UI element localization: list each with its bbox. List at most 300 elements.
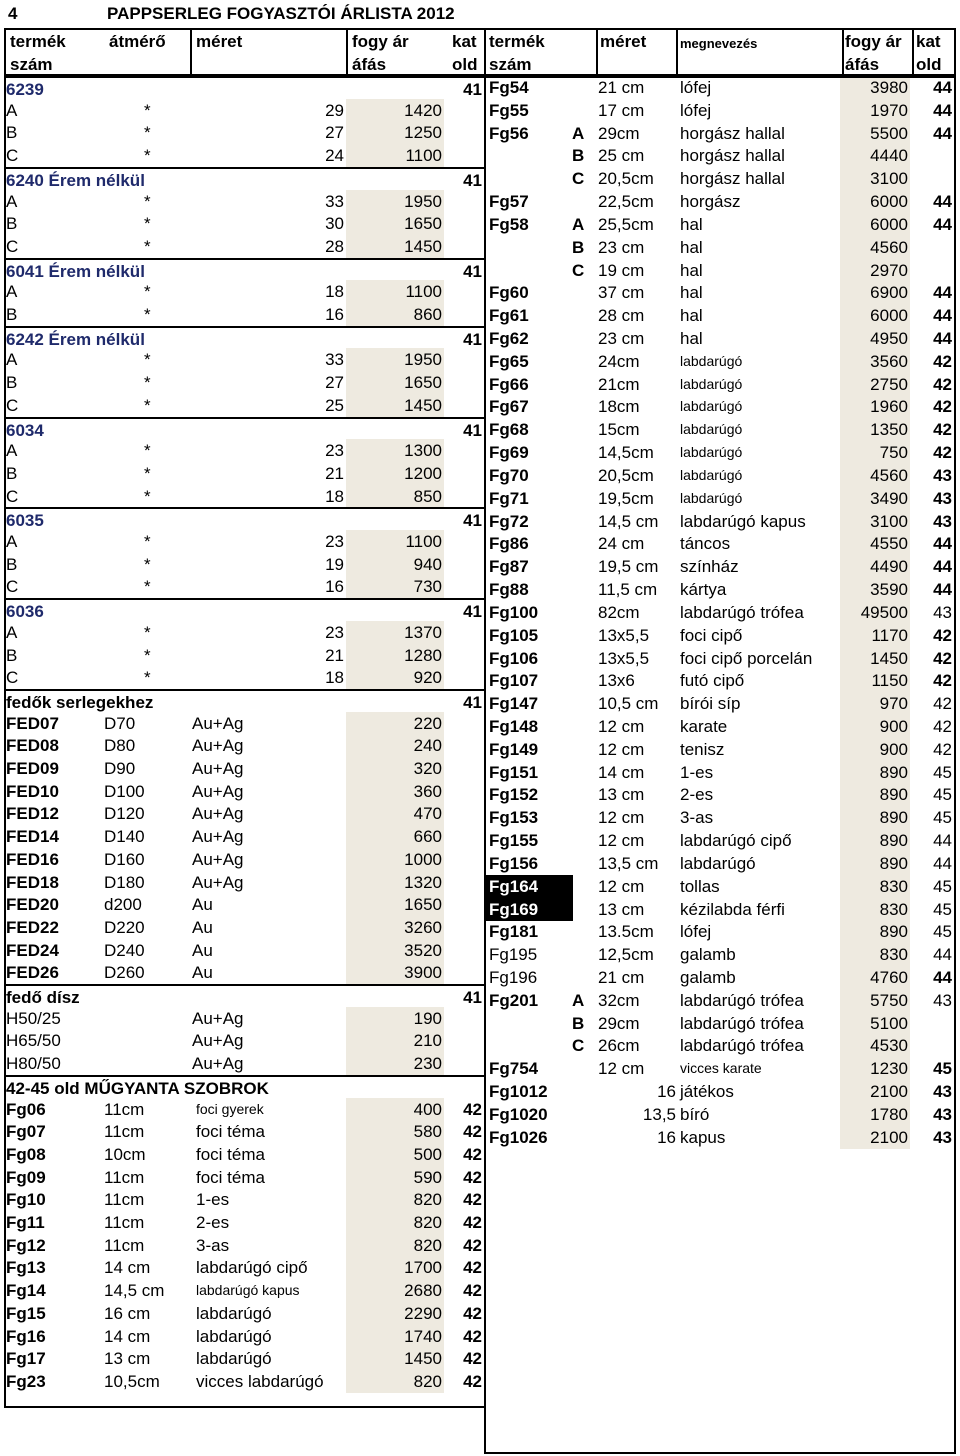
- size-value: 13.5cm: [598, 922, 654, 942]
- product-code: Fg148: [489, 716, 539, 736]
- product-code: FED16: [6, 849, 59, 869]
- price-value: 3100: [840, 510, 910, 533]
- item-name: hal: [680, 283, 703, 303]
- catalog-page: 41: [463, 988, 482, 1007]
- size-value: Au+Ag: [192, 849, 244, 869]
- catalog-page: 42: [463, 1099, 482, 1119]
- diameter-value: 11cm: [104, 1213, 145, 1232]
- header-product-no: termék: [489, 32, 545, 51]
- price-value: 3490: [840, 487, 910, 510]
- price-value: 49500: [840, 601, 910, 624]
- catalog-page: 44: [933, 831, 952, 851]
- catalog-page: 42: [463, 1190, 482, 1210]
- product-code: Fg08: [6, 1144, 46, 1164]
- product-code: Fg87: [489, 557, 529, 577]
- product-code: Fg13: [6, 1258, 46, 1278]
- catalog-page: 44: [933, 329, 952, 349]
- header-divider: [346, 28, 348, 76]
- catalog-page: 42: [933, 420, 952, 440]
- size-value: Au+Ag: [192, 1031, 244, 1051]
- size-value: 12 cm: [598, 1059, 645, 1079]
- product-code: A: [6, 622, 18, 642]
- price-value: 190: [346, 1007, 444, 1030]
- variant-letter: B: [572, 1013, 585, 1033]
- price-value: 850: [346, 485, 444, 508]
- price-value: 1970: [840, 99, 910, 122]
- price-value: 2970: [840, 259, 910, 282]
- size-value: labdarúgó: [196, 1349, 272, 1369]
- size-value: foci téma: [196, 1122, 265, 1142]
- catalog-page: 43: [933, 602, 952, 622]
- price-value: 210: [346, 1029, 444, 1052]
- product-code: Fg88: [489, 580, 529, 600]
- diameter-value: *: [144, 123, 151, 143]
- variant-letter: B: [572, 146, 585, 166]
- catalog-page: 44: [933, 853, 952, 873]
- diameter-value: *: [144, 305, 151, 324]
- item-name: kártya: [680, 580, 727, 600]
- product-code: Fg65: [489, 351, 529, 371]
- item-name: labdarúgó: [680, 398, 743, 415]
- size-value: 12 cm: [598, 876, 645, 896]
- product-code: C: [6, 668, 19, 688]
- price-value: 970: [840, 692, 910, 715]
- variant-letter: C: [572, 169, 585, 189]
- price-value: 3560: [840, 350, 910, 373]
- item-name: horgász hallal: [680, 123, 785, 143]
- item-name: hal: [680, 214, 703, 234]
- catalog-page: 45: [933, 876, 952, 896]
- price-value: 240: [346, 734, 444, 757]
- header-product-no-2: szám: [489, 55, 532, 74]
- diameter-value: D240: [104, 940, 145, 960]
- size-value: 16: [325, 577, 344, 597]
- catalog-page: 41: [463, 511, 482, 531]
- size-value: Au: [192, 895, 213, 915]
- price-value: 4490: [840, 555, 910, 578]
- product-code: Fg71: [489, 488, 529, 508]
- size-value: 12 cm: [598, 808, 645, 828]
- variant-letter: C: [572, 1036, 585, 1056]
- product-code: Fg156: [489, 853, 539, 873]
- diameter-value: *: [144, 554, 151, 574]
- catalog-page: 45: [933, 1059, 952, 1079]
- product-code: C: [6, 395, 19, 415]
- size-value: 23: [325, 532, 344, 551]
- price-value: 1170: [840, 624, 910, 647]
- diameter-value: *: [144, 532, 151, 551]
- item-name: kapus: [680, 1127, 726, 1147]
- price-value: 1740: [346, 1325, 444, 1348]
- catalog-page: 43: [933, 1127, 952, 1147]
- size-value: Au+Ag: [192, 759, 244, 778]
- section-title: 42-45 old MŰGYANTA SZOBROK: [6, 1078, 269, 1098]
- header-price-2: áfás: [352, 55, 387, 74]
- size-value: 12 cm: [598, 716, 645, 736]
- size-value: 26cm: [598, 1036, 640, 1056]
- product-code: Fg55: [489, 100, 529, 120]
- page-number: 4: [8, 4, 18, 23]
- item-name: hal: [680, 306, 703, 326]
- product-code: FED08: [6, 736, 59, 756]
- price-value: 1450: [346, 235, 444, 258]
- catalog-page: 41: [463, 420, 482, 440]
- price-value: 6900: [840, 281, 910, 304]
- size-value: 30: [325, 214, 344, 234]
- size-value: 24 cm: [598, 534, 645, 554]
- price-value: 820: [346, 1211, 444, 1234]
- catalog-page: 44: [933, 100, 952, 120]
- diameter-value: D80: [104, 736, 136, 756]
- item-name: labdarúgó: [680, 489, 743, 506]
- product-code: Fg12: [6, 1235, 46, 1255]
- product-code: Fg1026: [489, 1127, 548, 1147]
- header-price: fogy ár: [352, 32, 409, 51]
- price-value: 1200: [346, 462, 444, 485]
- item-name: tollas: [680, 876, 720, 896]
- header-diameter: átmérő: [109, 32, 166, 51]
- price-value: 2680: [346, 1279, 444, 1302]
- product-code: FED18: [6, 872, 59, 892]
- product-code: Fg62: [489, 329, 529, 349]
- product-code: C: [6, 486, 19, 506]
- size-value: 25: [325, 395, 344, 415]
- diameter-value: *: [144, 441, 151, 461]
- price-value: 920: [346, 666, 444, 689]
- product-code: Fg68: [489, 420, 529, 440]
- item-name: táncos: [680, 534, 731, 554]
- size-value: vicces labdarúgó: [196, 1371, 324, 1391]
- price-value: 3980: [840, 76, 910, 99]
- catalog-page: 44: [933, 306, 952, 326]
- size-value: 21 cm: [598, 78, 645, 97]
- product-code: H65/50: [6, 1031, 61, 1051]
- size-value: Au+Ag: [192, 1008, 244, 1028]
- size-value: 3-as: [196, 1235, 230, 1255]
- price-value: 500: [346, 1143, 444, 1166]
- price-value: 890: [840, 920, 910, 943]
- price-value: 1420: [346, 99, 444, 122]
- product-code: Fg16: [6, 1326, 46, 1346]
- left-table-header: [4, 28, 486, 76]
- item-name: hal: [680, 329, 703, 349]
- price-value: 820: [346, 1234, 444, 1257]
- item-name: színház: [680, 557, 739, 577]
- header-size: méret: [600, 32, 647, 51]
- catalog-page: 42: [463, 1122, 482, 1142]
- diameter-value: 11cm: [104, 1235, 145, 1255]
- diameter-value: *: [144, 395, 151, 415]
- product-code: FED14: [6, 827, 59, 847]
- item-name: foci cipő: [680, 625, 743, 645]
- size-value: 24cm: [598, 351, 640, 371]
- price-value: 1100: [346, 530, 444, 553]
- product-code: Fg152: [489, 785, 539, 805]
- product-code: Fg195: [489, 945, 538, 965]
- size-value: 14,5cm: [598, 443, 654, 463]
- price-value: 360: [346, 780, 444, 803]
- product-code: Fg147: [489, 694, 539, 714]
- diameter-value: 14,5 cm: [104, 1281, 165, 1301]
- product-code: A: [6, 532, 18, 551]
- size-value: 1-es: [196, 1190, 230, 1210]
- size-value: 13 cm: [598, 785, 645, 805]
- product-code: B: [6, 463, 18, 483]
- header-catalog: kat: [452, 32, 477, 51]
- size-value: 23 cm: [598, 237, 645, 257]
- catalog-page: 42: [463, 1349, 482, 1369]
- header-divider: [912, 28, 914, 76]
- diameter-value: 14 cm: [104, 1326, 151, 1346]
- product-code: Fg06: [6, 1099, 46, 1119]
- price-value: 820: [346, 1188, 444, 1211]
- price-value: 1250: [346, 121, 444, 144]
- price-value: 1300: [346, 439, 444, 462]
- price-value: 1100: [346, 280, 444, 303]
- section-title: 6242 Érem nélkül: [6, 329, 145, 349]
- price-value: 1000: [346, 848, 444, 871]
- item-name: játékos: [680, 1082, 734, 1102]
- item-name: hal: [680, 237, 703, 257]
- catalog-page: 42: [463, 1303, 482, 1323]
- product-code: Fg181: [489, 922, 539, 942]
- price-value: 590: [346, 1166, 444, 1189]
- catalog-page: 42: [933, 716, 952, 736]
- catalog-page: 42: [463, 1235, 482, 1255]
- price-value: 830: [840, 898, 910, 921]
- product-code: A: [6, 100, 18, 120]
- size-value: Au: [192, 917, 213, 937]
- diameter-value: *: [144, 282, 151, 302]
- diameter-value: 14 cm: [104, 1258, 151, 1278]
- product-code: A: [6, 441, 18, 461]
- size-value: 14,5 cm: [598, 511, 659, 531]
- item-name: labdarúgó: [680, 352, 743, 369]
- product-code: Fg69: [489, 443, 529, 463]
- header-divider: [676, 28, 678, 76]
- diameter-value: D140: [104, 827, 145, 847]
- catalog-page: 42: [463, 1144, 482, 1164]
- price-value: 1950: [346, 190, 444, 213]
- size-value: 23 cm: [598, 329, 645, 349]
- price-value: 3100: [840, 167, 910, 190]
- catalog-page: 44: [933, 945, 952, 965]
- item-name: tenisz: [680, 739, 725, 759]
- size-value: 2-es: [196, 1213, 230, 1232]
- header-divider: [190, 28, 192, 76]
- catalog-page: 44: [933, 534, 952, 554]
- price-value: 1650: [346, 212, 444, 235]
- header-name: megnevezés: [680, 36, 758, 51]
- item-name: 1-es: [680, 762, 714, 782]
- size-value: 18cm: [598, 397, 640, 417]
- catalog-page: 41: [463, 692, 482, 712]
- product-code: Fg07: [6, 1122, 46, 1142]
- price-value: 2290: [346, 1302, 444, 1325]
- product-code: Fg60: [489, 283, 529, 303]
- size-value: 25,5cm: [598, 214, 654, 234]
- price-value: 890: [840, 852, 910, 875]
- item-name: bírói síp: [680, 694, 741, 714]
- diameter-value: D180: [104, 872, 145, 892]
- product-code: H50/25: [6, 1008, 61, 1028]
- size-value: 18: [325, 486, 344, 506]
- size-value: 28: [325, 236, 344, 256]
- item-name: labdarúgó: [680, 853, 756, 873]
- product-code: Fg201: [489, 990, 539, 1010]
- diameter-value: 16 cm: [104, 1303, 151, 1323]
- section-title: 6035: [6, 511, 44, 531]
- size-value: 20,5cm: [598, 169, 654, 189]
- header-size: méret: [196, 32, 243, 51]
- size-value: labdarúgó: [196, 1326, 272, 1346]
- price-value: 2100: [840, 1126, 910, 1149]
- diameter-value: 11cm: [104, 1190, 145, 1210]
- product-code: Fg17: [6, 1349, 46, 1369]
- price-value: 1370: [346, 621, 444, 644]
- product-code: Fg56: [489, 123, 529, 143]
- catalog-page: 45: [933, 762, 952, 782]
- catalog-page: 44: [933, 283, 952, 303]
- catalog-page: 41: [463, 261, 482, 281]
- size-value: labdarúgó: [196, 1303, 272, 1323]
- size-value: 21: [325, 463, 344, 483]
- product-code: Fg105: [489, 625, 539, 645]
- size-value: 16: [325, 305, 344, 324]
- item-name: labdarúgó cipő: [680, 831, 792, 851]
- catalog-page: 42: [933, 397, 952, 417]
- size-value: 16: [657, 1127, 676, 1147]
- product-code: B: [6, 123, 18, 143]
- price-value: 900: [840, 715, 910, 738]
- price-value: 3900: [346, 961, 444, 984]
- catalog-page: 42: [463, 1258, 482, 1278]
- catalog-page: 44: [933, 214, 952, 234]
- product-code: Fg151: [489, 762, 539, 782]
- price-value: 4530: [840, 1034, 910, 1057]
- catalog-page: 42: [933, 648, 952, 668]
- size-value: 13x5,5: [598, 625, 650, 645]
- product-code: Fg86: [489, 534, 529, 554]
- catalog-page: 42: [933, 625, 952, 645]
- product-code: Fg196: [489, 967, 538, 987]
- product-code: Fg72: [489, 511, 529, 531]
- price-value: 580: [346, 1120, 444, 1143]
- section-title: 6034: [6, 420, 44, 440]
- size-value: 12,5cm: [598, 945, 654, 965]
- product-code: Fg61: [489, 306, 529, 326]
- size-value: 19 cm: [598, 260, 645, 280]
- price-value: 470: [346, 802, 444, 825]
- size-value: foci gyerek: [196, 1100, 264, 1117]
- catalog-page: 42: [933, 694, 952, 714]
- size-value: 24: [325, 146, 344, 166]
- catalog-page: 42: [463, 1167, 482, 1187]
- section-title: fedők serlegekhez: [6, 692, 154, 712]
- catalog-page: 42: [463, 1326, 482, 1346]
- size-value: 28 cm: [598, 306, 645, 326]
- catalog-page: 45: [933, 899, 952, 919]
- size-value: 14 cm: [598, 762, 645, 782]
- size-value: 13x6: [598, 671, 635, 691]
- price-value: 830: [840, 943, 910, 966]
- item-name: futó cipő: [680, 671, 745, 691]
- catalog-page: 45: [933, 785, 952, 805]
- diameter-value: 13 cm: [104, 1349, 151, 1369]
- price-value: 1450: [346, 394, 444, 417]
- size-value: 11,5 cm: [598, 580, 658, 600]
- size-value: 20,5cm: [598, 465, 654, 485]
- item-name: labdarúgó: [680, 466, 743, 483]
- product-code: H80/50: [6, 1054, 61, 1074]
- price-value: 1320: [346, 871, 444, 894]
- size-value: 37 cm: [598, 283, 645, 303]
- item-name: horgász hallal: [680, 169, 785, 189]
- size-value: 23: [325, 441, 344, 461]
- product-code: A: [6, 350, 18, 370]
- diameter-value: *: [144, 373, 151, 393]
- product-code: B: [6, 645, 18, 665]
- product-code: Fg169: [486, 898, 573, 921]
- item-name: bíró: [680, 1104, 710, 1124]
- price-value: 3590: [840, 578, 910, 601]
- price-value: 830: [840, 875, 910, 898]
- catalog-page: 42: [463, 1213, 482, 1232]
- variant-letter: A: [572, 990, 585, 1010]
- size-value: 21cm: [598, 374, 640, 394]
- price-value: 940: [346, 553, 444, 576]
- product-code: C: [6, 577, 19, 597]
- price-value: 890: [840, 783, 910, 806]
- product-code: Fg106: [489, 648, 539, 668]
- price-value: 1450: [840, 647, 910, 670]
- price-value: 1230: [840, 1057, 910, 1080]
- price-value: 4550: [840, 532, 910, 555]
- diameter-value: D260: [104, 963, 145, 983]
- price-value: 730: [346, 575, 444, 598]
- item-name: labdarúgó: [680, 421, 743, 438]
- catalog-page: 42: [933, 443, 952, 463]
- size-value: Au: [192, 963, 213, 983]
- left-table-border: [4, 76, 486, 1408]
- variant-letter: C: [572, 260, 585, 280]
- variant-letter: B: [572, 237, 585, 257]
- size-value: 29cm: [598, 123, 640, 143]
- product-code: Fg149: [489, 739, 539, 759]
- product-code: Fg66: [489, 374, 529, 394]
- price-value: 1960: [840, 395, 910, 418]
- product-code: Fg100: [489, 602, 539, 622]
- header-price-2: áfás: [845, 55, 880, 74]
- header-divider: [842, 28, 844, 76]
- price-value: 4440: [840, 144, 910, 167]
- product-code: Fg164: [486, 875, 573, 898]
- catalog-page: 41: [463, 170, 482, 190]
- catalog-page: 41: [463, 329, 482, 349]
- product-code: Fg11: [6, 1213, 45, 1232]
- product-code: B: [6, 305, 18, 324]
- catalog-page: 44: [933, 123, 952, 143]
- diameter-value: *: [144, 146, 151, 166]
- diameter-value: D100: [104, 781, 145, 801]
- diameter-value: 11cm: [104, 1122, 145, 1142]
- catalog-page: 44: [933, 192, 952, 212]
- price-value: 4950: [840, 327, 910, 350]
- right-table-header: [484, 28, 956, 76]
- price-value: 4560: [840, 236, 910, 259]
- product-code: FED22: [6, 917, 59, 937]
- price-value: 1350: [840, 418, 910, 441]
